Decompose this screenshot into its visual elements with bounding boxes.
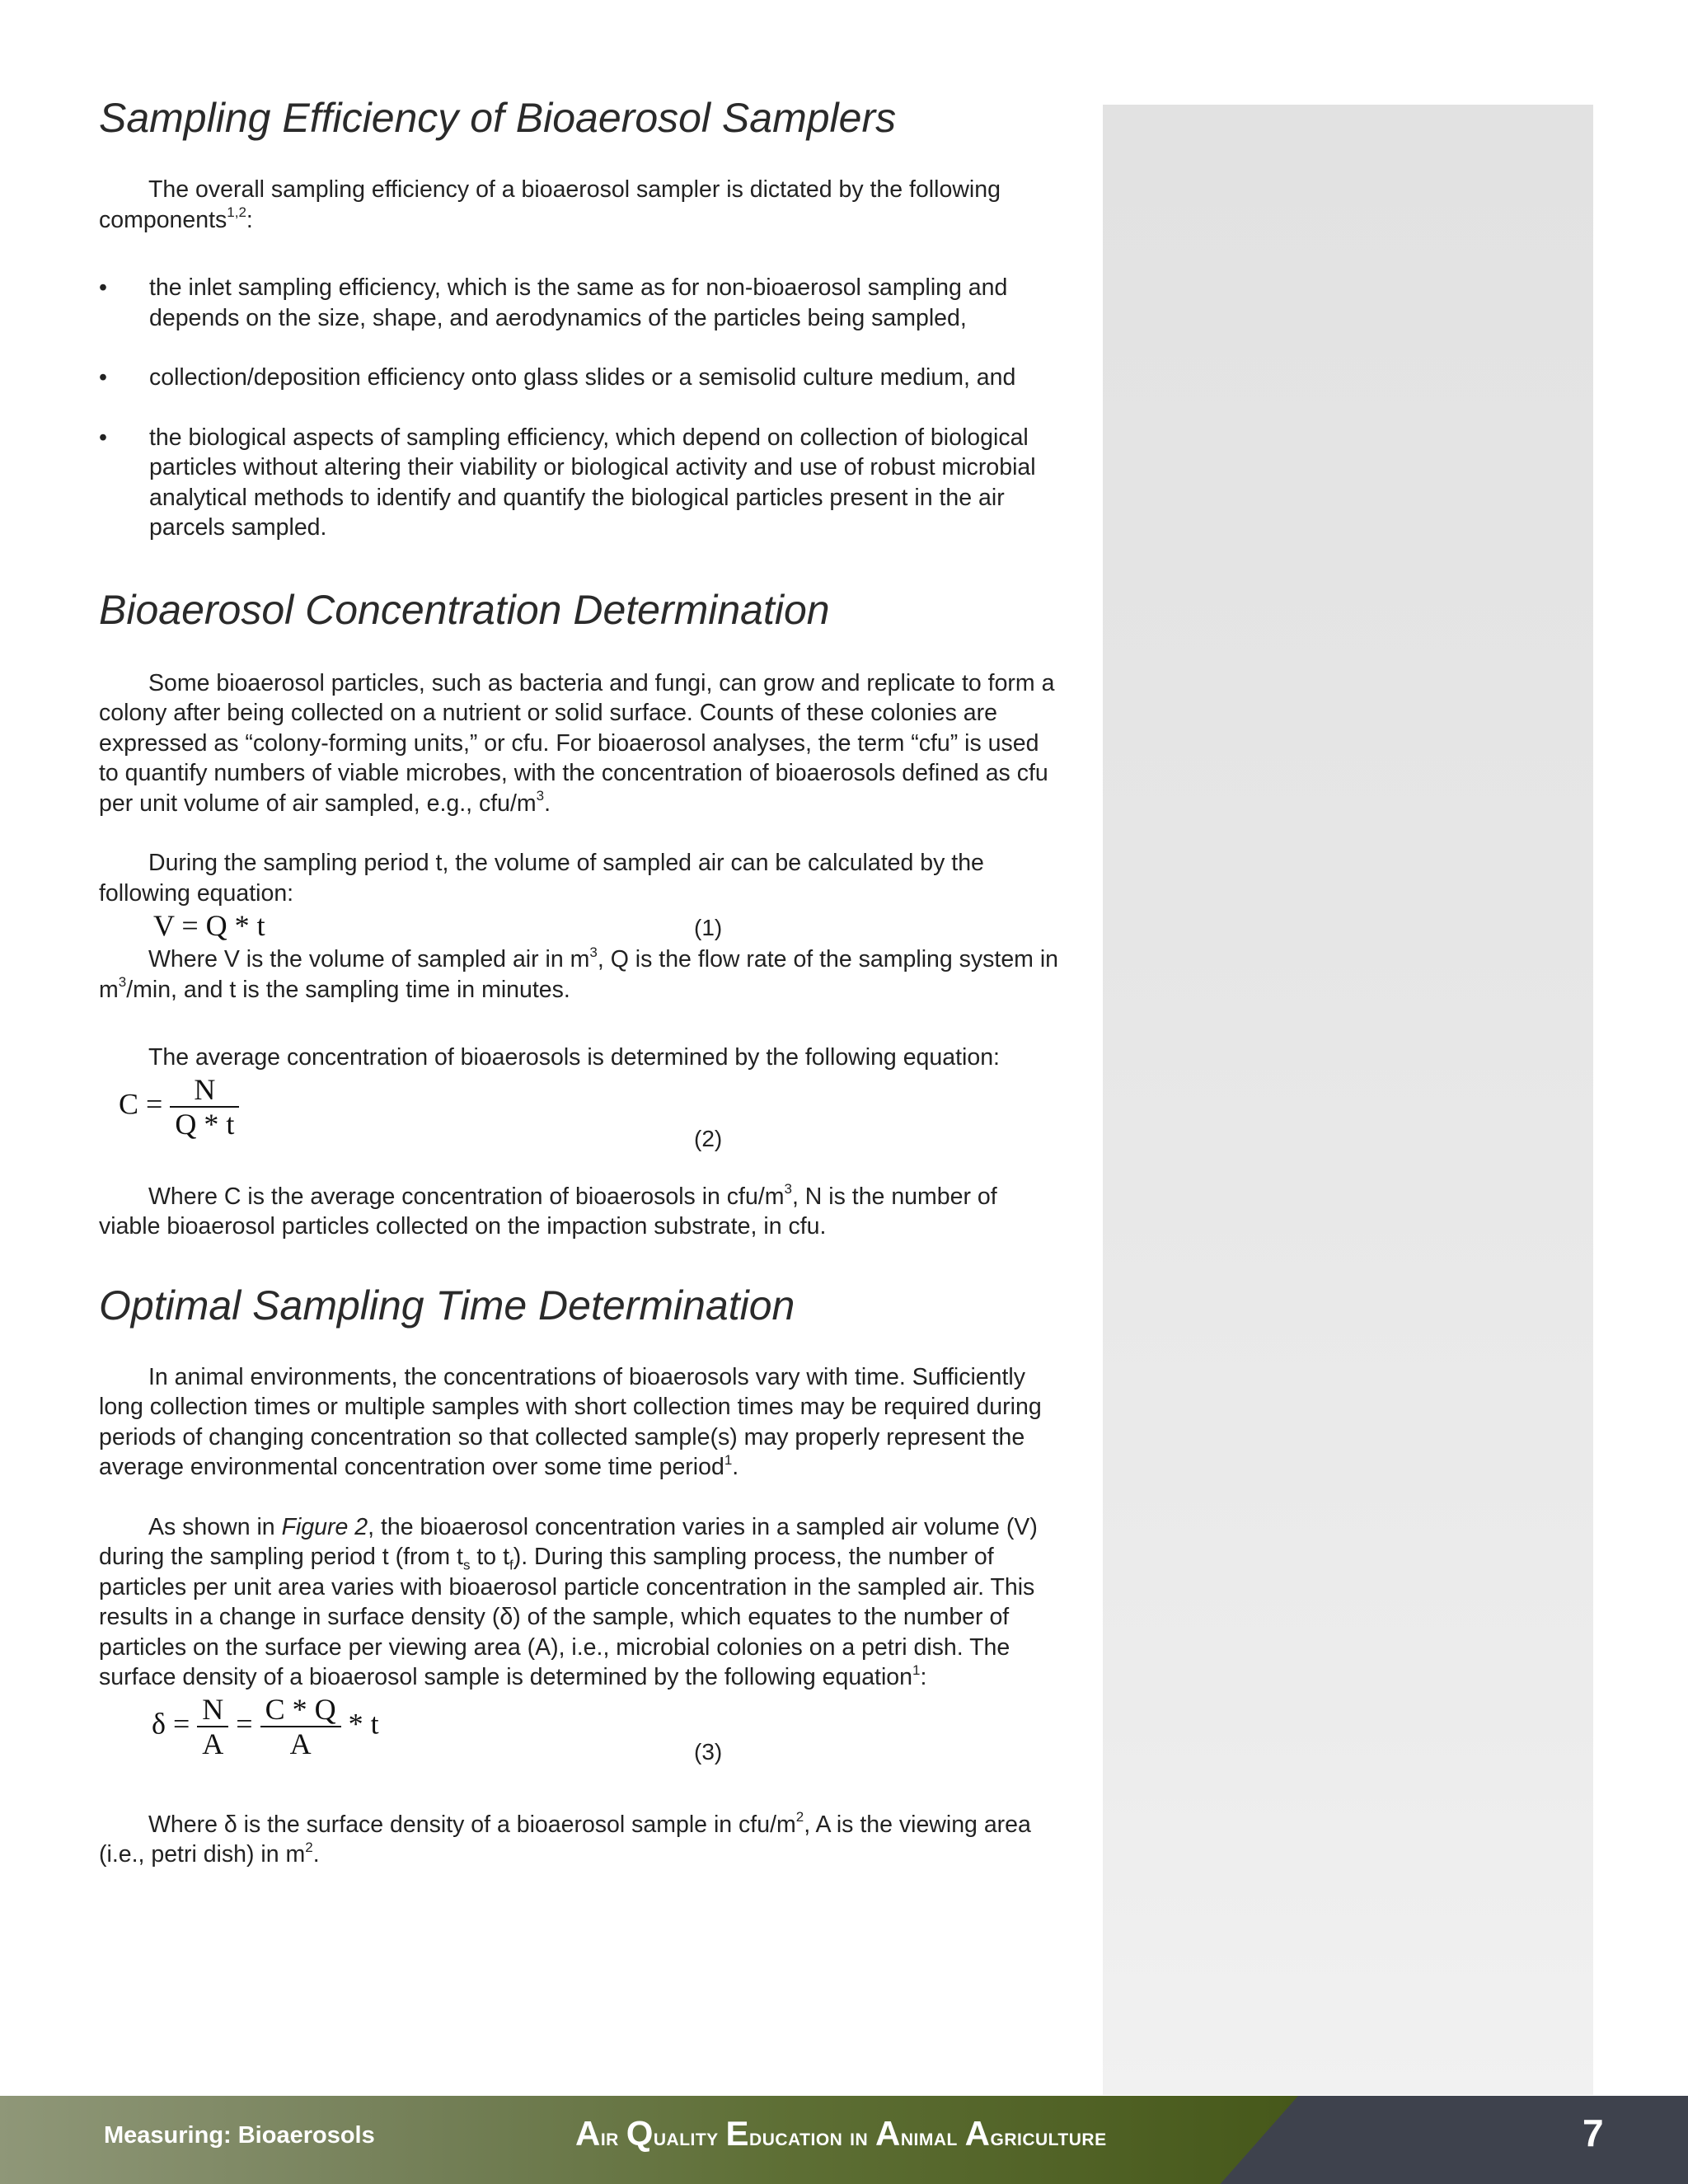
equation-2-lhs: C =	[119, 1086, 163, 1120]
page-footer	[0, 2096, 1688, 2184]
figure-2-reference: Figure 2	[281, 1513, 368, 1540]
main-content	[99, 91, 1063, 1870]
paragraph-cfu-definition: Some bioaerosol particles, such as bacteria and fungi, can grow and replicate to form a colony after being collected on a nutrient or solid surface. Counts of these colonies are expressed as “colony-forming units,” or cfu. For bioaerosol analyses, the term “cfu” is used to quantify numbers of viable microbes, with the concentration of bioaerosols defined as cfu per unit volume of air sampled, e.g., cfu/$m^3$.	[99, 669, 1055, 817]
list-item: • collection/deposition efficiency onto glass slides or a semisolid culture medium, and	[99, 363, 1063, 393]
footer-publication-title: Air Quality Education in Animal Agriculture	[575, 2114, 1107, 2153]
paragraph-surface-density: As shown in Figure 2, the bioaerosol concentration varies in a sampled air volume (V) during the sampling period t (from $t_s$ to $t_f$). During this sampling process, the number of particles per unit area varies with bioaerosol particle concentration in the sampled air. This results in a change in surface density (δ) of the sample, which equates to the number of particles on the surface per viewing area (A), i.e., microbial colonies on a petri dish. The surface density of a bioaerosol sample is determined by the following equation$^1$:	[99, 1513, 1038, 1690]
equation-3-lhs: δ =	[152, 1706, 190, 1740]
bullet-icon: •	[99, 364, 107, 391]
equation-2	[119, 1073, 1063, 1152]
equation-3-fraction-2: $\frac{C * Q}{A}$	[260, 1693, 341, 1760]
efficiency-components-list	[99, 273, 1063, 543]
list-item: • the biological aspects of sampling efficiency, which depend on collection of biological particles without altering their viability or biological activity and use of robust microbial analytical methods to identify and quantify the biological particles present in the air parcels sampled.	[99, 424, 1036, 541]
heading-sampling-efficiency: Sampling Efficiency of Bioaerosol Samplers	[99, 95, 897, 141]
paragraph-concentration-definition: Where C is the average concentration of bioaerosols in cfu/$m^3$, N is the number of viable bioaerosol particles collected on the impaction substrate, in cfu.	[99, 1181, 997, 1240]
equation-3: δ = $\frac{N}{A}$ = $\frac{C * Q}{A}$ * t (3)	[152, 1692, 723, 1765]
equation-1	[153, 908, 1063, 944]
paragraph-concentration-intro: The average concentration of bioaerosols is determined by the following equation:	[148, 1044, 1000, 1071]
equation-3-number: (3)	[694, 1738, 723, 1765]
list-item: • the inlet sampling efficiency, which is the same as for non-bioaerosol sampling and depends on the size, shape, and aerodynamics of the particles being sampled,	[99, 274, 1008, 331]
paragraph-sampling-intro: The overall sampling efficiency of a bioaerosol sampler is dictated by the following components$^{1,2}$:	[99, 176, 1001, 233]
paragraph-surface-density-definition: Where δ is the surface density of a bioaerosol sample in cfu/$m^2$, A is the viewing area (i.e., petri dish) in $m^2$.	[99, 1809, 1031, 1868]
paragraph-volume-intro: During the sampling period t, the volume of sampled air can be calculated by the following equation:	[99, 850, 984, 907]
heading-concentration-determination: Bioaerosol Concentration Determination	[99, 586, 830, 633]
page-number: 7	[1582, 2111, 1604, 2154]
paragraph-concentration-variation: In animal environments, the concentrations of bioaerosols vary with time. Sufficiently long collection times or multiple samples with short collection times may be required during periods of changing concentration so that collected sample(s) may properly represent the average environmental concentration over some time period$^1$.	[99, 1363, 1042, 1480]
equation-1-formula: V = Q * t	[153, 909, 265, 942]
bullet-icon: •	[99, 424, 107, 451]
bullet-icon: •	[99, 274, 107, 301]
equation-2-fraction: $\frac{N}{Q * t}$	[170, 1073, 239, 1141]
paragraph-volume-definition: Where V is the volume of sampled air in $m^3$, Q is the flow rate of the sampling system in $m^3/\min$, and t is the sampling time in minutes.	[99, 944, 1059, 1003]
equation-2-number: (2)	[694, 1125, 723, 1151]
footer-section-label: Measuring: Bioaerosols	[104, 2122, 375, 2149]
heading-optimal-sampling-time: Optimal Sampling Time Determination	[99, 1282, 795, 1329]
decorative-sidebar-panel	[1103, 105, 1593, 2095]
equation-1-number: (1)	[694, 915, 723, 940]
equation-3-fraction-1: $\frac{N}{A}$	[197, 1693, 228, 1760]
